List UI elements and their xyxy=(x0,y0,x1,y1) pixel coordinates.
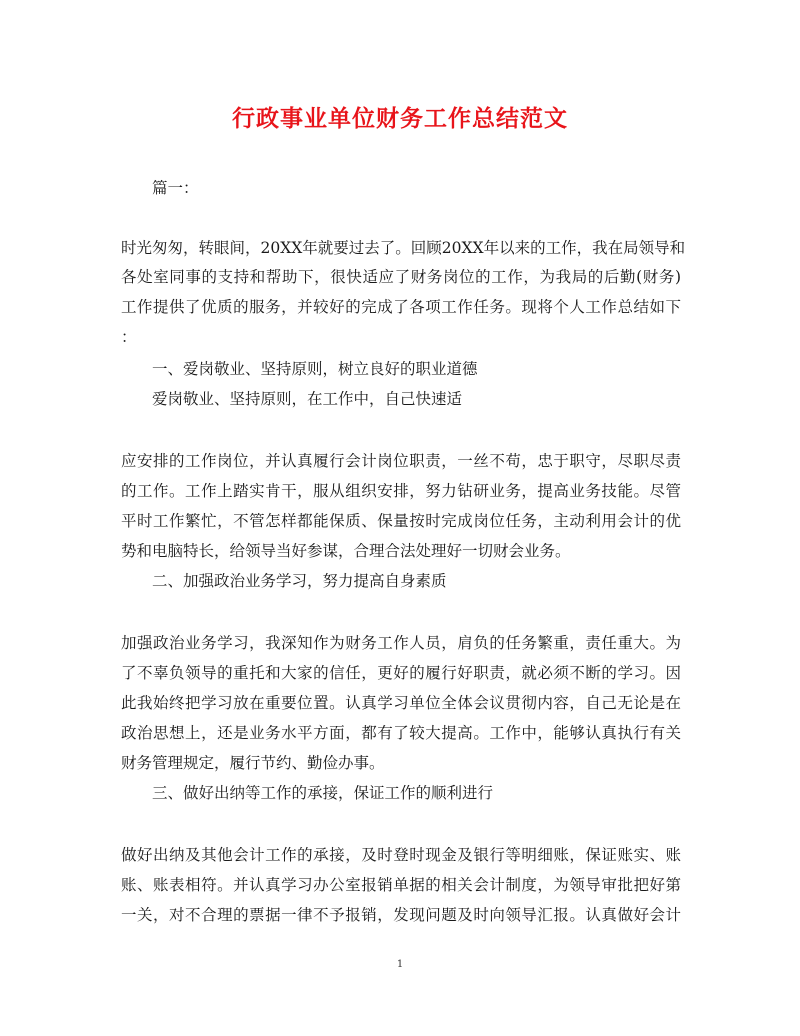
para-3-line-1: 做好出纳及其他会计工作的承接，及时登时现金及银行等明细账，保证账实、账 xyxy=(121,846,681,864)
para-2-line-4: 政治思想上，还是业务水平方面，都有了较大提高。工作中，能够认真执行有关 xyxy=(121,724,681,742)
intro-line-2: 各处室同事的支持和帮助下，很快适应了财务岗位的工作，为我局的后勤(财务) xyxy=(121,268,681,286)
para-1-line-3: 平时工作繁忙，不管怎样都能保质、保量按时完成岗位任务，主动利用会计的优 xyxy=(121,512,681,530)
para-2-line-2: 了不辜负领导的重托和大家的信任，更好的履行好职责，就必须不断的学习。因 xyxy=(121,664,681,682)
intro-line-4: ： xyxy=(121,328,137,346)
heading-3: 三、做好出纳等工作的承接，保证工作的顺利进行 xyxy=(152,784,494,802)
page-number: 1 xyxy=(396,959,404,970)
para-1-line-1: 应安排的工作岗位，并认真履行会计岗位职责，一丝不苟，忠于职守，尽职尽责 xyxy=(121,452,681,470)
para-2-line-3: 此我始终把学习放在重要位置。认真学习单位全体会议贯彻内容，自己无论是在 xyxy=(121,694,681,712)
para-1-line-2: 的工作。工作上踏实肯干，服从组织安排，努力钻研业务，提高业务技能。尽管 xyxy=(121,482,681,500)
intro-line-3: 工作提供了优质的服务，并较好的完成了各项工作任务。现将个人工作总结如下 xyxy=(121,298,681,316)
heading-2: 二、加强政治业务学习，努力提高自身素质 xyxy=(152,572,447,590)
para-2-line-5: 财务管理规定，履行节约、勤俭办事。 xyxy=(121,754,385,772)
para-3-line-3: 一关，对不合理的票据一律不予报销，发现问题及时向领导汇报。认真做好会计 xyxy=(121,906,681,924)
heading-1: 一、爱岗敬业、坚持原则，树立良好的职业道德 xyxy=(152,360,478,378)
document-title: 行政事业单位财务工作总结范文 xyxy=(232,105,568,132)
para-2-line-1: 加强政治业务学习，我深知作为财务工作人员，肩负的任务繁重，责任重大。为 xyxy=(121,634,681,652)
section-label: 篇一： xyxy=(152,179,199,197)
para-3-line-2: 账、账表相符。并认真学习办公室报销单据的相关会计制度，为领导审批把好第 xyxy=(121,876,681,894)
para-1-line-4: 势和电脑特长，给领导当好参谋，合理合法处理好一切财会业务。 xyxy=(121,542,571,560)
intro-line-1: 时光匆匆，转眼间，20XX年就要过去了。回顾20XX年以来的工作，我在局领导和 xyxy=(121,239,686,257)
heading-1-sub: 爱岗敬业、坚持原则，在工作中，自己快速适 xyxy=(152,390,463,408)
